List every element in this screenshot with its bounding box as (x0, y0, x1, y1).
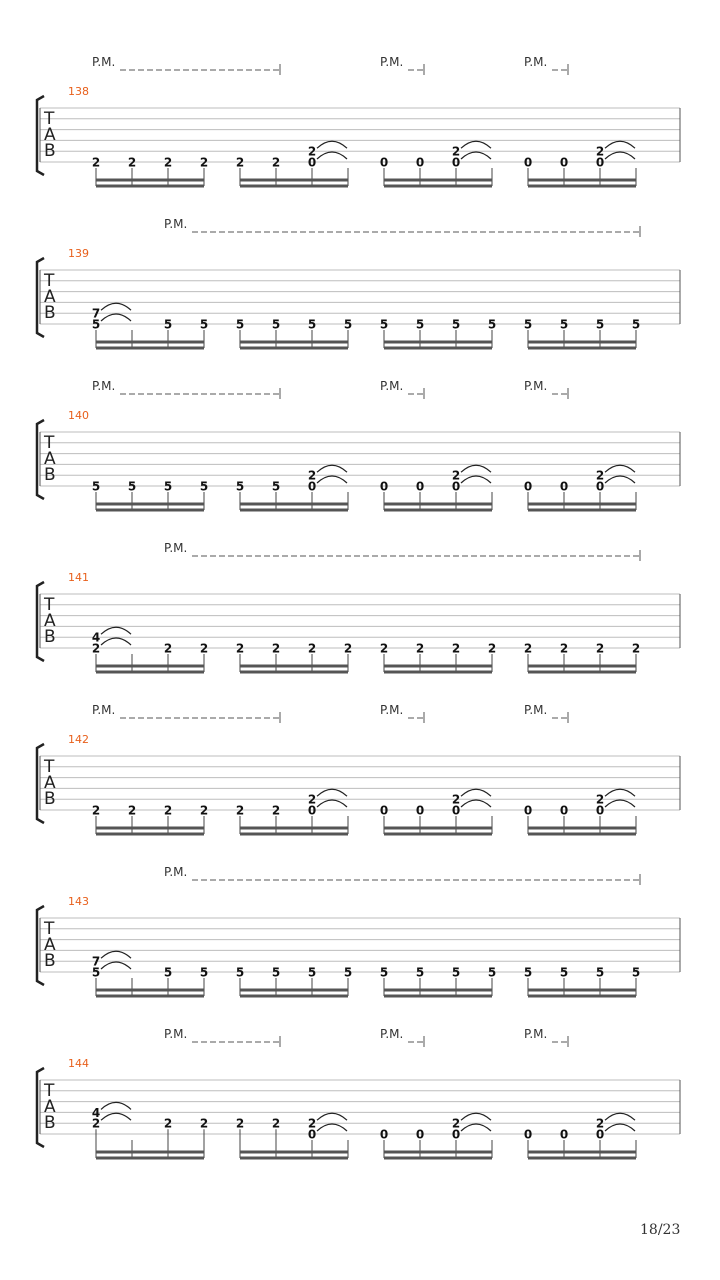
tie-arc (461, 789, 491, 796)
palm-mute-label: P.M. (380, 703, 404, 717)
fret-number: 0 (415, 1127, 425, 1142)
fret-number: 5 (271, 965, 281, 980)
tab-clef-letter: B (44, 627, 56, 647)
palm-mute-label: P.M. (92, 379, 116, 393)
fret-number: 5 (271, 479, 281, 494)
fret-number: 0 (559, 155, 569, 170)
fret-number: 2 (307, 792, 317, 807)
tie-arc (605, 152, 635, 159)
tie-arc (317, 1124, 347, 1131)
fret-number: 0 (559, 1127, 569, 1142)
palm-mute-label: P.M. (524, 55, 548, 69)
fret-number: 0 (379, 1127, 389, 1142)
tab-clef-letter: B (44, 141, 56, 161)
tie-arc (461, 476, 491, 483)
tie-arc (461, 465, 491, 472)
palm-mute-label: P.M. (380, 379, 404, 393)
fret-number: 5 (631, 317, 641, 332)
tab-clef-letter: T (44, 1081, 55, 1101)
fret-number: 2 (91, 803, 101, 818)
fret-number: 0 (379, 803, 389, 818)
fret-number: 2 (379, 641, 389, 656)
fret-number: 0 (307, 1127, 317, 1142)
fret-number: 2 (163, 155, 173, 170)
fret-number: 2 (235, 155, 245, 170)
tie-arc (317, 1113, 347, 1120)
tie-arc (101, 627, 131, 634)
tie-arc (461, 141, 491, 148)
fret-number: 2 (451, 792, 461, 807)
fret-number: 2 (163, 641, 173, 656)
fret-number: 5 (451, 965, 461, 980)
fret-number: 2 (235, 803, 245, 818)
tab-clef-letter: B (44, 303, 56, 323)
fret-number: 2 (451, 641, 461, 656)
tab-clef-letter: A (44, 611, 56, 631)
fret-number: 5 (91, 479, 101, 494)
tie-arc (101, 303, 131, 310)
palm-mute-label: P.M. (164, 541, 188, 555)
fret-number: 5 (199, 317, 209, 332)
fret-number: 0 (307, 803, 317, 818)
fret-number: 0 (595, 803, 605, 818)
fret-number: 2 (163, 1116, 173, 1131)
fret-number: 5 (415, 317, 425, 332)
fret-number: 0 (307, 155, 317, 170)
fret-number: 5 (235, 965, 245, 980)
tie-arc (461, 800, 491, 807)
fret-number: 0 (451, 1127, 461, 1142)
fret-number: 2 (235, 641, 245, 656)
fret-number: 5 (235, 317, 245, 332)
tie-arc (317, 789, 347, 796)
fret-number: 5 (127, 479, 137, 494)
fret-number: 2 (595, 792, 605, 807)
fret-number: 5 (487, 317, 497, 332)
fret-number: 2 (127, 803, 137, 818)
palm-mute-label: P.M. (524, 703, 548, 717)
tie-arc (605, 789, 635, 796)
measure-number: 142 (68, 733, 89, 746)
fret-number: 2 (559, 641, 569, 656)
fret-number: 5 (343, 317, 353, 332)
fret-number: 0 (523, 1127, 533, 1142)
fret-number: 0 (451, 479, 461, 494)
tab-clef-letter: A (44, 125, 56, 145)
fret-number: 5 (487, 965, 497, 980)
fret-number: 2 (127, 155, 137, 170)
fret-number: 5 (271, 317, 281, 332)
palm-mute-label: P.M. (92, 55, 116, 69)
fret-number: 2 (199, 1116, 209, 1131)
fret-number: 5 (199, 479, 209, 494)
fret-number: 0 (415, 479, 425, 494)
fret-number: 5 (163, 317, 173, 332)
fret-number: 2 (271, 155, 281, 170)
measure-number: 144 (68, 1057, 89, 1070)
tie-arc (101, 962, 131, 969)
fret-number: 2 (487, 641, 497, 656)
fret-number: 5 (163, 479, 173, 494)
palm-mute-label: P.M. (524, 1027, 548, 1041)
fret-number: 2 (307, 1116, 317, 1131)
tab-system (37, 865, 680, 996)
fret-number: 5 (379, 317, 389, 332)
fret-number: 0 (415, 155, 425, 170)
measure-number: 138 (68, 85, 89, 98)
palm-mute-label: P.M. (380, 1027, 404, 1041)
fret-number: 4 (91, 1105, 101, 1120)
tab-clef-letter: B (44, 951, 56, 971)
fret-number: 2 (451, 468, 461, 483)
fret-number: 2 (199, 641, 209, 656)
fret-number: 2 (271, 1116, 281, 1131)
tab-clef-letter: B (44, 465, 56, 485)
tab-clef-letter: T (44, 109, 55, 129)
tie-arc (605, 141, 635, 148)
fret-number: 2 (595, 468, 605, 483)
tab-clef-letter: B (44, 1113, 56, 1133)
fret-number: 5 (91, 317, 101, 332)
fret-number: 0 (595, 1127, 605, 1142)
tab-clef-letter: B (44, 789, 56, 809)
fret-number: 5 (343, 965, 353, 980)
fret-number: 0 (595, 479, 605, 494)
fret-number: 2 (307, 468, 317, 483)
measure-number: 143 (68, 895, 89, 908)
tab-clef-letter: A (44, 1097, 56, 1117)
tab-clef-letter: A (44, 449, 56, 469)
palm-mute-label: P.M. (380, 55, 404, 69)
fret-number: 5 (415, 965, 425, 980)
tab-system (37, 55, 680, 186)
fret-number: 2 (91, 641, 101, 656)
tie-arc (101, 1113, 131, 1120)
fret-number: 2 (451, 1116, 461, 1131)
palm-mute-label: P.M. (164, 865, 188, 879)
tie-arc (605, 1124, 635, 1131)
fret-number: 0 (379, 155, 389, 170)
measure-number: 141 (68, 571, 89, 584)
tab-clef-letter: A (44, 773, 56, 793)
fret-number: 5 (631, 965, 641, 980)
tie-arc (317, 152, 347, 159)
tab-clef-letter: T (44, 595, 55, 615)
fret-number: 5 (163, 965, 173, 980)
fret-number: 2 (595, 144, 605, 159)
tie-arc (461, 1124, 491, 1131)
fret-number: 2 (91, 155, 101, 170)
fret-number: 0 (451, 155, 461, 170)
tie-arc (317, 476, 347, 483)
fret-number: 5 (235, 479, 245, 494)
tie-arc (605, 476, 635, 483)
fret-number: 2 (631, 641, 641, 656)
fret-number: 5 (559, 317, 569, 332)
fret-number: 2 (307, 641, 317, 656)
fret-number: 7 (91, 954, 101, 969)
tab-system (37, 1027, 680, 1158)
fret-number: 2 (415, 641, 425, 656)
fret-number: 5 (307, 965, 317, 980)
fret-number: 2 (523, 641, 533, 656)
fret-number: 0 (523, 803, 533, 818)
tab-system (37, 217, 680, 348)
fret-number: 0 (523, 155, 533, 170)
fret-number: 5 (559, 965, 569, 980)
fret-number: 0 (379, 479, 389, 494)
fret-number: 5 (595, 965, 605, 980)
fret-number: 0 (523, 479, 533, 494)
tie-arc (101, 638, 131, 645)
fret-number: 4 (91, 630, 101, 645)
fret-number: 0 (559, 479, 569, 494)
fret-number: 5 (199, 965, 209, 980)
fret-number: 5 (523, 965, 533, 980)
tie-arc (317, 141, 347, 148)
tie-arc (605, 465, 635, 472)
fret-number: 2 (271, 803, 281, 818)
tab-system (37, 379, 680, 510)
fret-number: 5 (91, 965, 101, 980)
tie-arc (317, 800, 347, 807)
palm-mute-label: P.M. (524, 379, 548, 393)
fret-number: 2 (91, 1116, 101, 1131)
fret-number: 2 (199, 803, 209, 818)
tab-clef-letter: T (44, 433, 55, 453)
tab-clef-letter: T (44, 271, 55, 291)
fret-number: 5 (307, 317, 317, 332)
fret-number: 2 (307, 144, 317, 159)
tie-arc (101, 951, 131, 958)
fret-number: 0 (559, 803, 569, 818)
tab-clef-letter: T (44, 919, 55, 939)
tie-arc (101, 314, 131, 321)
measure-number: 140 (68, 409, 89, 422)
fret-number: 0 (595, 155, 605, 170)
tab-clef-letter: A (44, 287, 56, 307)
tie-arc (605, 800, 635, 807)
fret-number: 7 (91, 306, 101, 321)
fret-number: 2 (343, 641, 353, 656)
fret-number: 2 (199, 155, 209, 170)
fret-number: 5 (595, 317, 605, 332)
tab-system (37, 703, 680, 834)
tie-arc (461, 1113, 491, 1120)
fret-number: 2 (595, 641, 605, 656)
measure-number: 139 (68, 247, 89, 260)
fret-number: 0 (415, 803, 425, 818)
fret-number: 2 (595, 1116, 605, 1131)
fret-number: 2 (163, 803, 173, 818)
fret-number: 5 (451, 317, 461, 332)
fret-number: 0 (307, 479, 317, 494)
fret-number: 5 (379, 965, 389, 980)
fret-number: 2 (451, 144, 461, 159)
tie-arc (605, 1113, 635, 1120)
palm-mute-label: P.M. (164, 217, 188, 231)
tie-arc (317, 465, 347, 472)
tab-clef-letter: T (44, 757, 55, 777)
fret-number: 0 (451, 803, 461, 818)
palm-mute-label: P.M. (92, 703, 116, 717)
tab-clef-letter: A (44, 935, 56, 955)
tie-arc (461, 152, 491, 159)
tie-arc (101, 1102, 131, 1109)
fret-number: 5 (523, 317, 533, 332)
fret-number: 2 (271, 641, 281, 656)
tab-system (37, 541, 680, 672)
page-number: 18/23 (640, 1222, 681, 1238)
fret-number: 2 (235, 1116, 245, 1131)
palm-mute-label: P.M. (164, 1027, 188, 1041)
